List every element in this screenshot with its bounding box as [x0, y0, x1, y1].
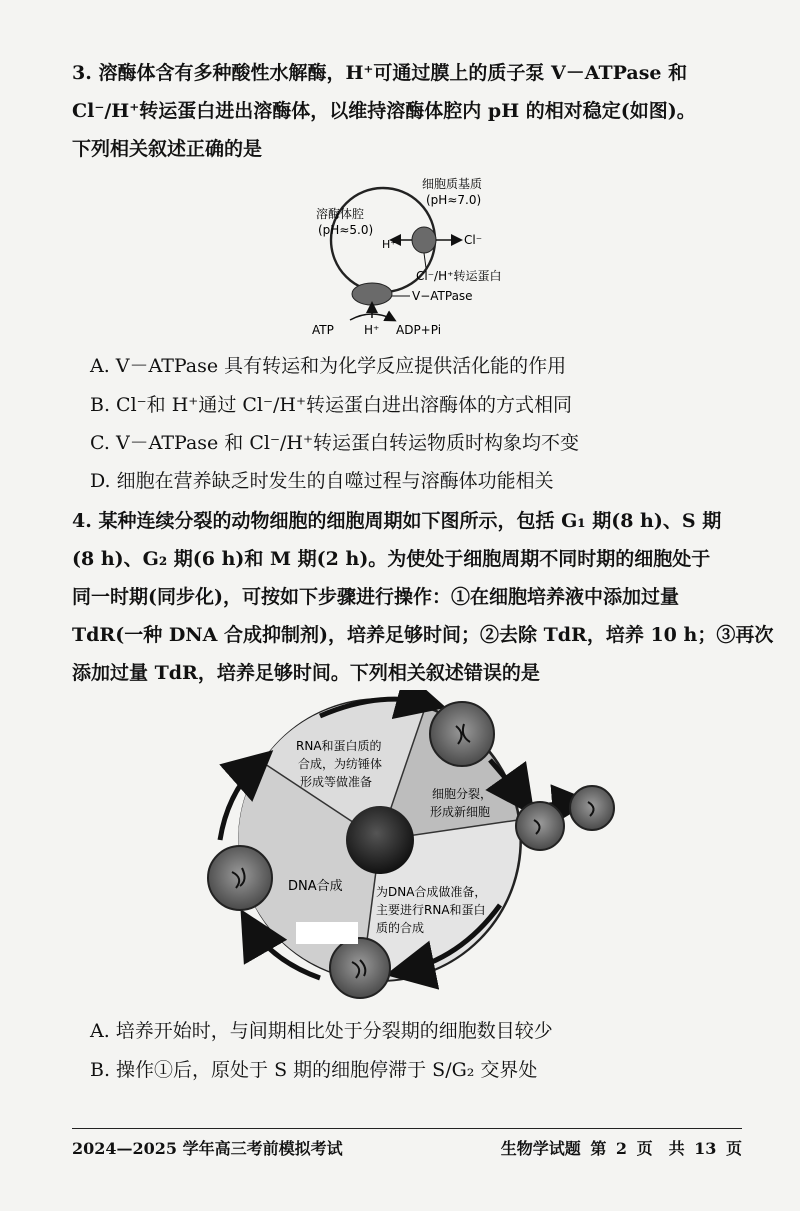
q3-stem-line-3: 下列相关叙述正确的是 — [72, 138, 263, 160]
q4-stem-line-4: TdR(一种 DNA 合成抑制剂)，培养足够时间；②去除 TdR，培养 10 h；③再次 — [72, 624, 774, 646]
v-atpase-protein — [352, 283, 392, 305]
atp-label: ATP — [312, 323, 334, 337]
q4-option-a[interactable]: A. 培养开始时，与间期相比处于分裂期的细胞数目较少 — [90, 1020, 553, 1042]
cell-s — [208, 846, 272, 910]
g1-label-line-1: 为DNA合成做准备， — [376, 885, 487, 899]
s-label: DNA合成 — [288, 879, 343, 894]
q4-stem-line-5: 添加过量 TdR，培养足够时间。下列相关叙述错误的是 — [72, 662, 540, 684]
q4-stem-line-3: 同一时期(同步化)，可按如下步骤进行操作：①在细胞培养液中添加过量 — [72, 586, 679, 608]
cell-m-dividing-2 — [570, 786, 614, 830]
q4-stem-line-2: (8 h)、G₂ 期(6 h)和 M 期(2 h)。为使处于细胞周期不同时期的细胞处于 — [72, 548, 711, 570]
pump-label: V−ATPase — [412, 289, 473, 303]
cl-ion-label: Cl⁻ — [464, 233, 483, 247]
cell-cycle-diagram — [200, 690, 630, 1000]
q3-option-b[interactable]: B. Cl⁻和 H⁺通过 Cl⁻/H⁺转运蛋白进出溶酶体的方式相同 — [90, 394, 573, 416]
footer-subject: 生物学试题 — [500, 1139, 581, 1158]
q3-option-a[interactable]: A. V－ATPase 具有转运和为化学反应提供活化能的作用 — [90, 355, 567, 377]
footer-page-number: 第 2 页 共 13 页 — [590, 1139, 742, 1158]
cytosol-ph: (pH≈7.0) — [426, 193, 482, 207]
transporter-label: Cl⁻/H⁺转运蛋白 — [416, 269, 502, 283]
cell-g1 — [330, 938, 390, 998]
q4-option-b[interactable]: B. 操作①后，原处于 S 期的细胞停滞于 S/G₂ 交界处 — [90, 1059, 538, 1081]
cell-m-dividing-1 — [516, 802, 564, 850]
h-ion-label-outer: H⁺ — [364, 323, 380, 337]
blank-label-box — [296, 922, 358, 944]
cytosol-label: 细胞质基质 — [422, 177, 483, 191]
lumen-ph: (pH≈5.0) — [318, 223, 374, 237]
g1-label-line-3: 质的合成 — [376, 921, 425, 935]
cl-h-transporter-protein — [412, 227, 436, 253]
cell-g2 — [430, 702, 494, 766]
q3-option-c[interactable]: C. V－ATPase 和 Cl⁻/H⁺转运蛋白转运物质时构象均不变 — [90, 432, 579, 454]
h-ion-label-inner: H⁺ — [382, 238, 397, 251]
footer-right — [501, 1136, 742, 1159]
g1-label-line-2: 主要进行RNA和蛋白 — [376, 903, 486, 917]
m-label-line-2: 形成新细胞 — [430, 805, 491, 819]
g2-label-line-3: 形成等做准备 — [300, 775, 373, 789]
g2-label-line-1: RNA和蛋白质的 — [296, 739, 382, 753]
lysosome-diagram — [290, 168, 540, 348]
footer-rule — [72, 1128, 742, 1129]
adp-label: ADP+Pi — [396, 323, 442, 337]
q3-stem-line-1: 3. 溶酶体含有多种酸性水解酶，H⁺可通过膜上的质子泵 V－ATPase 和 — [72, 62, 688, 84]
q3-option-d[interactable]: D. 细胞在营养缺乏时发生的自噬过程与溶酶体功能相关 — [90, 470, 554, 492]
lumen-label: 溶酶体腔 — [316, 207, 365, 221]
center-hub — [346, 806, 414, 874]
q4-stem-line-1: 4. 某种连续分裂的动物细胞的细胞周期如下图所示，包括 G₁ 期(8 h)、S 期 — [72, 510, 722, 532]
g2-label-line-2: 合成，为纺锤体 — [298, 757, 383, 771]
q3-stem-line-2: Cl⁻/H⁺转运蛋白进出溶酶体，以维持溶酶体腔内 pH 的相对稳定(如图)。 — [72, 100, 696, 122]
m-label-line-1: 细胞分裂， — [432, 787, 493, 801]
footer-exam-name: 2024—2025 学年高三考前模拟考试 — [72, 1139, 343, 1158]
